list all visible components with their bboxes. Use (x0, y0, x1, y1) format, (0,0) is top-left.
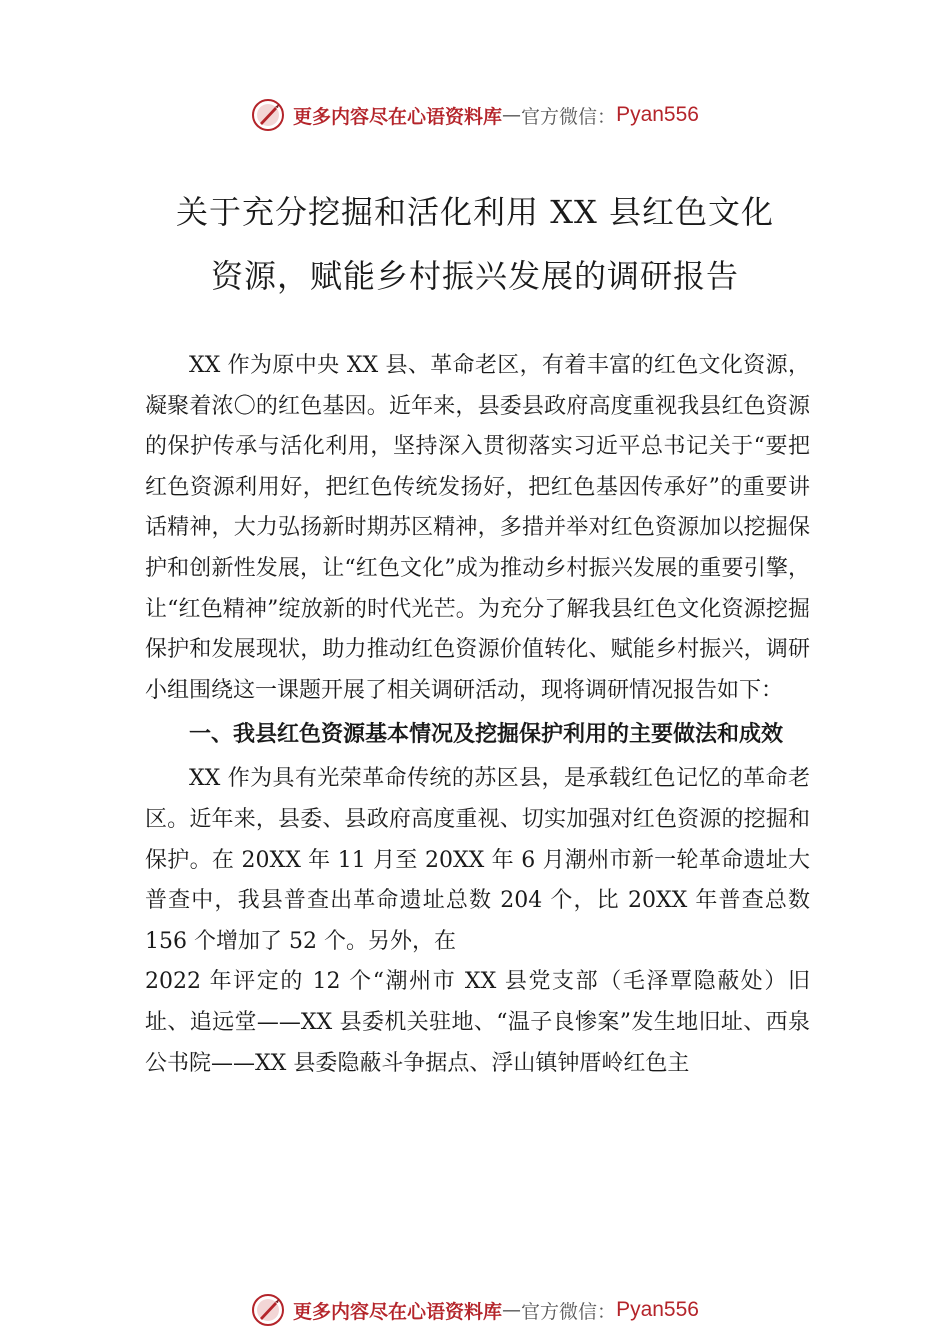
section-1-heading: 一、我县红色资源基本情况及挖掘保护利用的主要做法和成效 (189, 722, 784, 748)
intro-paragraph: XX 作为原中央 XX 县、革命老区，有着丰富的红色文化资源，凝聚着浓〇的红色基因。近年来，县委县政府高度重视我县红色资源的保护传承与活化利用，坚持深入贯彻落实习近平总书记关于“要把红色资源利用好，把红色传统发扬好，把红色基因传承好”的重要讲话精神，大力弘扬新时期苏区精神，多措并举对红色资源加以挖掘保护和创新性发展，让“红色文化”成为推动乡村振兴发展的重要引擎，让“红色精神”绽放新的时代光芒。为充分了解我县红色文化资源挖掘保护和发展现状，助力推动红色资源价值转化、赋能乡村振兴，调研小组围绕这一课题开展了相关调研活动，现将调研情况报告如下： (145, 353, 810, 703)
document-body (145, 346, 810, 1084)
watermark-main-text: 更多内容尽在心语资料库 (293, 1300, 503, 1323)
section-1-paragraph: XX 作为具有光荣革命传统的苏区县，是承载红色记忆的革命老区。近年来，县委、县政府高度重视、切实加强对红色资源的挖掘和保护。在 20XX 年 11 月至 20XX 年 6 月潮州市新一轮革命遗址大普查中，我县普查出革命遗址总数 204 个，比 20XX 年普查总数 156 个增加了 52 个。另外，在 (145, 766, 810, 954)
title-line-1: 关于充分挖掘和活化利用 XX 县红色文化 (176, 193, 774, 231)
section-1-paragraph-continued: 2022 年评定的 12 个“潮州市 XX 县党支部（毛泽覃隐蔽处）旧址、追远堂——XX 县委机关驻地、“温子良惨案”发生地旧址、西泉公书院——XX 县委隐蔽斗争据点、浮山镇钟厝岭红色主 (145, 969, 810, 1076)
document-title (100, 180, 850, 308)
watermark-wechat-id: Pyan556 (616, 103, 699, 126)
watermark-wechat-id: Pyan556 (616, 1298, 699, 1321)
watermark-label: 官方微信： (521, 1300, 617, 1323)
watermark-dash: — (502, 1299, 522, 1321)
watermark-footer (0, 1290, 950, 1330)
quill-pen-seal-icon (251, 1293, 285, 1327)
watermark-label: 官方微信： (521, 105, 617, 128)
watermark-header (0, 95, 950, 135)
watermark-dash: — (502, 104, 522, 126)
watermark-main-text: 更多内容尽在心语资料库 (293, 105, 503, 128)
quill-pen-seal-icon (251, 98, 285, 132)
title-line-2: 资源，赋能乡村振兴发展的调研报告 (210, 257, 739, 295)
